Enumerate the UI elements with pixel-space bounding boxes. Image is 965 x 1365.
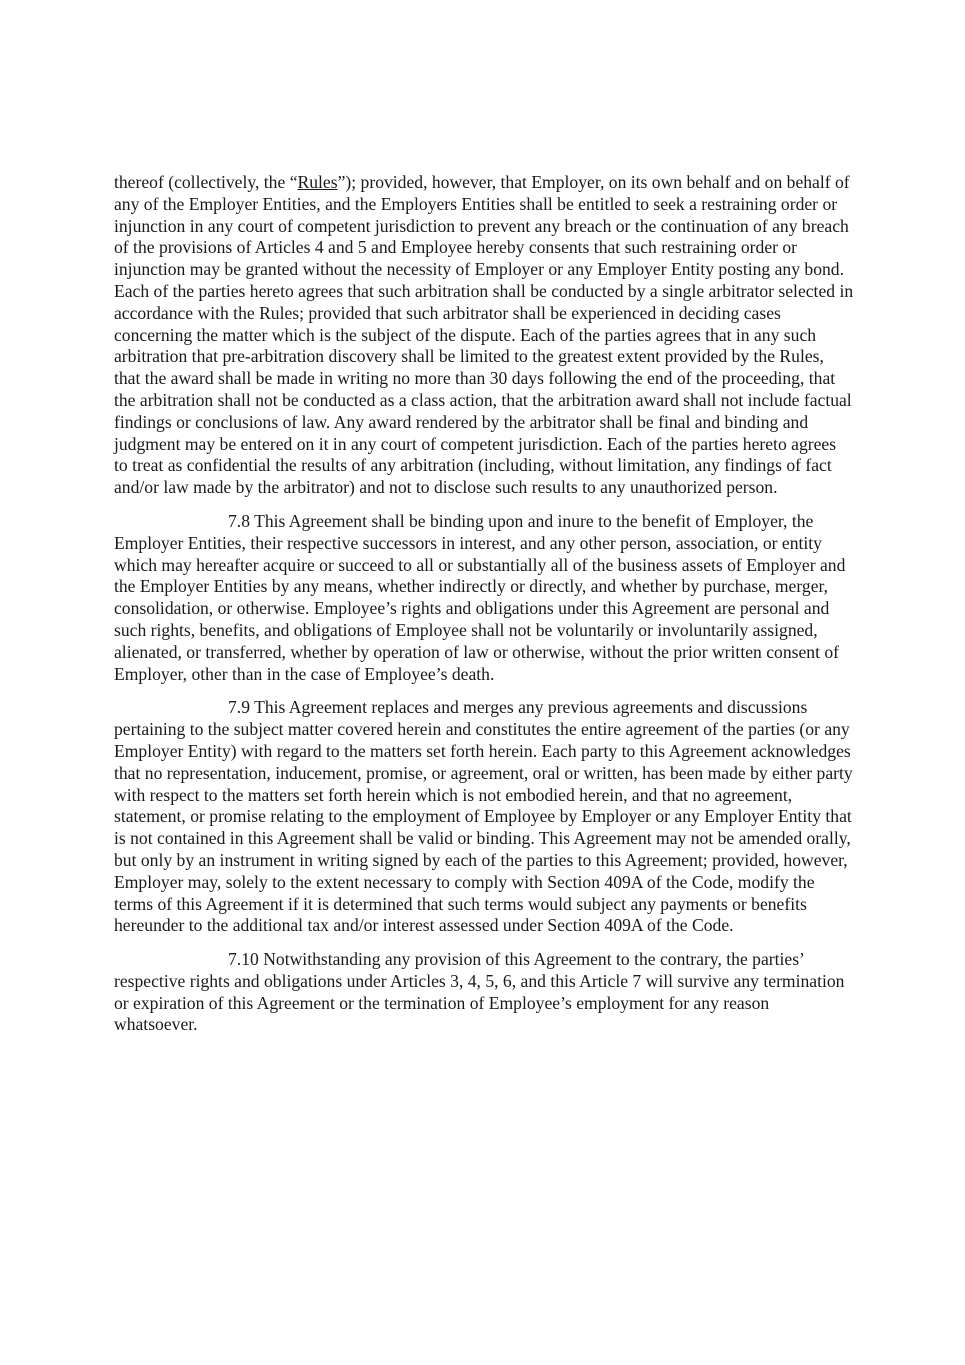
section-text: This Agreement replaces and merges any previous agreements and discussions pertaining to the subject matter covered herein and constitutes the entire agreement of the parties (or any Employer Entity) with regard to the matters set forth herein. Each party to this Agreement acknowledges that no representation, inducement, promise, or agreement, oral or written, has been made by either party with respect to the matters set forth herein which is not embodied herein, and that no agreement, statement, or promise relating to the employment of Employee by Employer or any Employer Entity that is not contained in this Agreement shall be valid or binding. This Agreement may not be amended orally, but only by an instrument in writing signed by each of the parties to this Agreement; provided, however, Employer may, solely to the extent necessary to comply with Section 409A of the Code, modify the terms of this Agreement if it is determined that such terms would subject any payments or benefits hereunder to the additional tax and/or interest assessed under Section 409A of the Code. — [114, 697, 853, 936]
document-body — [114, 172, 854, 1048]
section-text: Notwithstanding any provision of this Agreement to the contrary, the parties’ respective rights and obligations under Articles 3, 4, 5, 6, and this Article 7 will survive any termination or expiration of this Agreement or the termination of Employee’s employment for any reason whatsoever. — [114, 949, 845, 1035]
section-number: 7.10 — [228, 949, 259, 970]
section-text: This Agreement shall be binding upon and inure to the benefit of Employer, the Employer Entities, their respective successors in interest, and any other person, association, or entity which may hereafter acquire or succeed to all or substantially all of the business assets of Employer and the Employer Entities by any means, whether indirectly or directly, and whether by purchase, merger, consolidation, or otherwise. Employee’s rights and obligations under this Agreement are personal and such rights, benefits, and obligations of Employee shall not be voluntarily or involuntarily assigned, alienated, or transferred, whether by operation of law or otherwise, without the prior written consent of Employer, other than in the case of Employee’s death. — [114, 510, 846, 684]
section-number: 7.8 — [228, 510, 250, 531]
paragraph-text-before-term: thereof (collectively, the “ — [114, 172, 298, 192]
section-7-10 — [114, 949, 854, 1036]
paragraph-text-after-term: ”); provided, however, that Employer, on its own behalf and on behalf of any of the Employer Entities, and the Employers Entities shall be entitled to seek a restraining order or injunction in any court of competent jurisdiction to prevent any breach or the continuation of any breach of the provisions of Articles 4 and 5 and Employee hereby consents that such restraining order or injunction may be granted without the necessity of Employer or any Employer Entity posting any bond. Each of the parties hereto agrees that such arbitration shall be conducted by a single arbitrator selected in accordance with the Rules; provided that such arbitrator shall be experienced in deciding cases concerning the matter which is the subject of the dispute. Each of the parties agrees that in any such arbitration that pre-arbitration discovery shall be limited to the greatest extent provided by the Rules, that the award shall be made in writing no more than 30 days following the end of the proceeding, that the arbitration shall not be conducted as a class action, that the arbitration award shall not include factual findings or conclusions of law. Any award rendered by the arbitrator shall be final and binding and judgment may be entered on it in any court of competent jurisdiction. Each of the parties hereto agrees to treat as confidential the results of any arbitration (including, without limitation, any findings of fact and/or law made by the arbitrator) and not to disclose such results to any unauthorized person. — [114, 172, 854, 498]
section-number: 7.9 — [228, 697, 250, 718]
section-7-8 — [114, 511, 854, 685]
defined-term-rules: Rules — [297, 172, 338, 192]
paragraph-arbitration-continued — [114, 172, 854, 499]
section-7-9 — [114, 697, 854, 937]
